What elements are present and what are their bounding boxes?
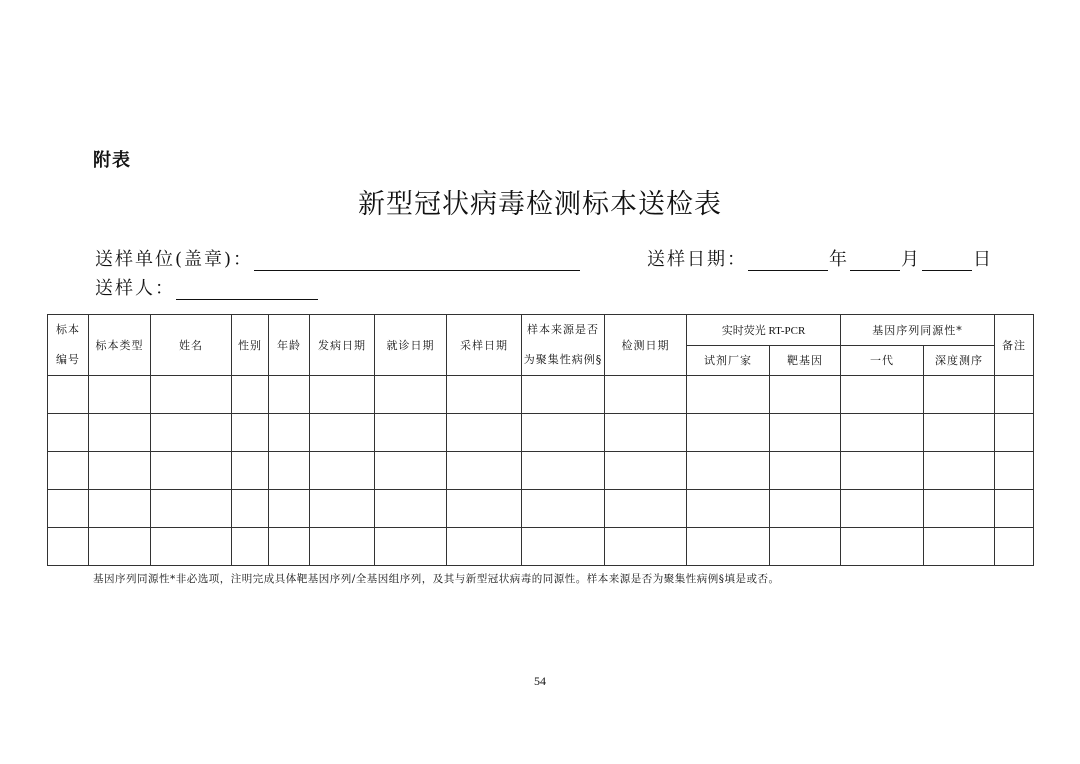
table-cell[interactable] [89, 376, 151, 414]
table-cell[interactable] [605, 528, 687, 566]
date-field [647, 245, 993, 271]
table-cell[interactable] [687, 490, 770, 528]
table-row [48, 452, 1034, 490]
table-cell[interactable] [310, 376, 375, 414]
table-cell[interactable] [447, 490, 522, 528]
header-test-date: 检测日期 [605, 315, 687, 376]
table-cell[interactable] [841, 414, 924, 452]
table-cell[interactable] [995, 414, 1034, 452]
table-cell[interactable] [232, 490, 269, 528]
year-label: 年 [829, 249, 849, 270]
header-sample-no-line1: 标本 [56, 323, 80, 336]
table-cell[interactable] [151, 414, 232, 452]
table-cell[interactable] [924, 490, 995, 528]
table-cell[interactable] [841, 528, 924, 566]
table-cell[interactable] [269, 452, 310, 490]
table-cell[interactable] [995, 452, 1034, 490]
table-cell[interactable] [375, 452, 447, 490]
table-cell[interactable] [89, 490, 151, 528]
header-sample-no [48, 315, 89, 376]
table-cell[interactable] [232, 376, 269, 414]
table-cell[interactable] [522, 414, 605, 452]
table-cell[interactable] [605, 490, 687, 528]
table-cell[interactable] [375, 414, 447, 452]
month-label: 月 [901, 249, 921, 270]
table-cell[interactable] [522, 490, 605, 528]
table-cell[interactable] [447, 376, 522, 414]
header-sampling-date: 采样日期 [447, 315, 522, 376]
table-cell[interactable] [605, 452, 687, 490]
header-deep-seq: 深度测序 [924, 345, 995, 376]
header-first-gen: 一代 [841, 345, 924, 376]
table-body [48, 376, 1034, 566]
table-cell[interactable] [232, 414, 269, 452]
table-cell[interactable] [605, 376, 687, 414]
table-cell[interactable] [89, 528, 151, 566]
header-visit-date: 就诊日期 [375, 315, 447, 376]
table-cell[interactable] [375, 376, 447, 414]
table-cell[interactable] [89, 452, 151, 490]
table-cell[interactable] [269, 490, 310, 528]
table-cell[interactable] [924, 452, 995, 490]
table-cell[interactable] [48, 490, 89, 528]
table-cell[interactable] [687, 376, 770, 414]
table-cell[interactable] [310, 528, 375, 566]
table-row [48, 414, 1034, 452]
unit-field [95, 245, 581, 271]
header-age: 年龄 [269, 315, 310, 376]
table-cell[interactable] [522, 452, 605, 490]
table-cell[interactable] [269, 528, 310, 566]
day-label: 日 [973, 249, 993, 270]
table-cell[interactable] [151, 452, 232, 490]
table-cell[interactable] [924, 528, 995, 566]
year-blank[interactable] [748, 252, 828, 271]
table-cell[interactable] [687, 528, 770, 566]
day-blank[interactable] [922, 252, 972, 271]
table-cell[interactable] [770, 376, 841, 414]
page-number: 54 [534, 674, 546, 688]
table-header-row [48, 315, 1034, 346]
table-cell[interactable] [841, 490, 924, 528]
table-cell[interactable] [310, 414, 375, 452]
table-cell[interactable] [232, 528, 269, 566]
table-cell[interactable] [310, 490, 375, 528]
date-label: 送样日期： [647, 249, 747, 270]
unit-label: 送样单位(盖章)： [95, 249, 254, 270]
table-cell[interactable] [310, 452, 375, 490]
table-cell[interactable] [269, 376, 310, 414]
header-cluster [522, 315, 605, 376]
table-cell[interactable] [48, 414, 89, 452]
table-cell[interactable] [522, 528, 605, 566]
annex-label: 附表 [93, 150, 131, 171]
table-cell[interactable] [151, 376, 232, 414]
table-cell[interactable] [924, 414, 995, 452]
table-cell[interactable] [770, 528, 841, 566]
table-cell[interactable] [151, 528, 232, 566]
sender-field [95, 274, 319, 300]
form-title: 新型冠状病毒检测标本送检表 [358, 189, 722, 220]
table-cell[interactable] [605, 414, 687, 452]
table-cell[interactable] [375, 528, 447, 566]
table-row [48, 376, 1034, 414]
header-cluster-line2: 为聚集性病例§ [523, 353, 603, 366]
table-cell[interactable] [687, 452, 770, 490]
header-sample-no-line2: 编号 [56, 353, 80, 366]
header-onset-date: 发病日期 [310, 315, 375, 376]
footnote: 基因序列同源性*非必选项，注明完成具体靶基因序列/全基因组序列，及其与新型冠状病毒的同源性。样本来源是否为聚集性病例§填是或否。 [93, 573, 780, 585]
sender-blank[interactable] [176, 281, 318, 300]
table-cell[interactable] [232, 452, 269, 490]
header-reagent-maker: 试剂厂家 [687, 345, 770, 376]
table-cell[interactable] [770, 452, 841, 490]
table-cell[interactable] [89, 414, 151, 452]
table-cell[interactable] [151, 490, 232, 528]
table-cell[interactable] [770, 414, 841, 452]
table-cell[interactable] [995, 490, 1034, 528]
month-blank[interactable] [850, 252, 900, 271]
table-cell[interactable] [48, 376, 89, 414]
header-remarks: 备注 [995, 315, 1034, 376]
table-cell[interactable] [841, 452, 924, 490]
header-sex: 性别 [232, 315, 269, 376]
table-cell[interactable] [375, 490, 447, 528]
unit-blank[interactable] [254, 252, 580, 271]
table-cell[interactable] [447, 452, 522, 490]
table-cell[interactable] [48, 528, 89, 566]
table-cell[interactable] [924, 376, 995, 414]
header-name: 姓名 [151, 315, 232, 376]
table-cell[interactable] [447, 528, 522, 566]
table-cell[interactable] [995, 528, 1034, 566]
header-rtpcr-group: 实时荧光 RT-PCR [687, 315, 841, 346]
sender-label: 送样人： [95, 278, 175, 299]
table-cell[interactable] [48, 452, 89, 490]
table-cell[interactable] [687, 414, 770, 452]
table-cell[interactable] [841, 376, 924, 414]
table-cell[interactable] [269, 414, 310, 452]
table-cell[interactable] [770, 490, 841, 528]
table-row [48, 528, 1034, 566]
table-row [48, 490, 1034, 528]
sample-form-table [47, 314, 1034, 566]
table-cell[interactable] [522, 376, 605, 414]
header-cluster-line1: 样本来源是否 [527, 323, 599, 336]
header-sample-type: 标本类型 [89, 315, 151, 376]
header-target-gene: 靶基因 [770, 345, 841, 376]
header-seq-group: 基因序列同源性* [841, 315, 995, 346]
table-cell[interactable] [447, 414, 522, 452]
table-cell[interactable] [995, 376, 1034, 414]
